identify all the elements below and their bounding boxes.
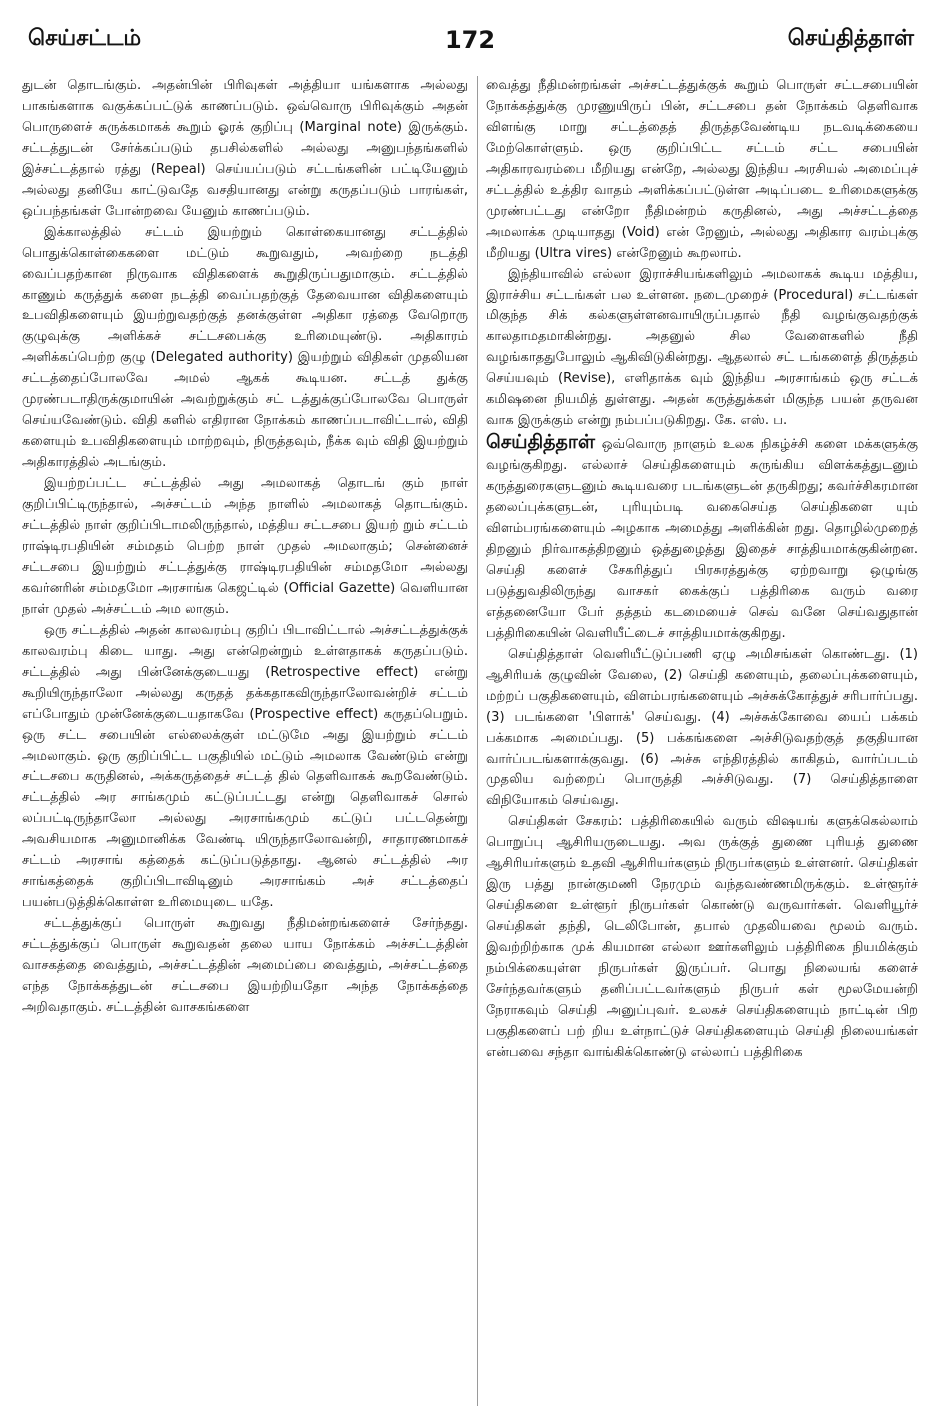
paragraph: ஒரு சட்டத்தில் அதன் காலவரம்பு குறிப் பிடாவிட்டால் அச்சட்டத்துக்குக் காலவரம்பு கிடை யாது. அது என்றென்றும் உள்ளதாகக் கருதப்படும். சட்டத்தில் அது பின்னேக்குடையது (Retrospective effect) என்று கூறியிருந்தாலோ அல்லது கருதத் தக்கதாகவிருந்தாலோவன்றிச் சட்டம் எப்போதும் முன்னேக்குடையதாகவே (Prospective effect) கருதப்பெறும். ஒரு சட்ட சபையின் எல்லைக்குள் மட்டுமே அது இயற்றும் சட்டம் அமலாகும். ஒரு குறிப்பிட்ட பகுதியில் மட்டும் அமலாக வேண்டும் என்று சட்டசபை கருதினல், அக்கருத்தைச் சட்டத் தில் தெளிவாகக் கூறவேண்டும். சட்டத்தில் அர சாங்கமும் கட்டுப்பட்டது என்று தெளிவாகச் சொல் லப்பட்டிருந்தாலோ அல்லது அரசாங்கமும் கட்டுப் பட்டதென்று அவசியமாக அனுமானிக்க வேண்டி யிருந்தாலோவன்றி, சாதாரணமாகச் சட்டம் அரசாங் கத்தைக் கட்டுப்படுத்தாது. ஆனல் சட்டத்தில் அர சாங்கத்தைக் குறிப்பிடாவிடினும் அரசாங்கம் அச் சட்டத்தைப் பயன்படுத்திக்கொள்ள உரிமையுடை யதே. [22, 622, 468, 911]
paragraph-text: ஒவ்வொரு நாளும் உலக நிகழ்ச்சி களை மக்களுக்கு வழங்குகிறது. எல்லாச் செய்திகளையும் சுருங்கிய விளக்கத்துடனும் கருத்துரைகளுடனும் கூடியவரை படங்களுடன் தருகிறது; கவர்ச்சிகரமான தலைப்புக்களுடன், புரியும்படி வகைசெய்த செய்திகளை யும் விளம்பரங்களையும் அழகாக அமைத்து அளிக்கின் றது. தொழில்முறைத் திறனும் நிர்வாகத்திறனும் ஒத்துழைத்து இதைச் சாத்தியமாக்குகின்றன. செய்தி களைச் சேகரித்துப் பிரசுரத்துக்கு ஏற்றவாறு ஒழுங்கு படுத்துவதிலிருந்து வாசகர் கைக்குப் பத்திரிகை வரும் வரை எத்தனையோ பேர் தத்தம் கடமையைச் செவ் வனே செய்வதுதான் பத்திரிகையின் வெளியீட்டைச் சாத்தியமாக்குகிறது. [486, 437, 918, 641]
paragraph: சட்டத்துக்குப் பொருள் கூறுவது நீதிமன்றங்களைச் சேர்ந்தது. சட்டத்துக்குப் பொருள் கூறுவதன் தலை யாய நோக்கம் அச்சட்டத்தின் வாசகத்தை வைத்தும், அச்சட்டத்தின் அமைப்பை வைத்தும், அச்சட்டத்தை எந்த நோக்கத்துடன் சட்டசபை இயற்றியதோ அந்த நோக்கத்தை அறிவதாகும். சட்டத்தின் வாசகங்களை [22, 916, 468, 1015]
paragraph: இக்காலத்தில் சட்டம் இயற்றும் கொள்கையானது சட்டத்தில் பொதுக்கொள்கைகளை மட்டும் கூறுவதும், அவற்றை நடத்தி வைப்பதற்கான நிருவாக விதிகளைக் கூறுதிருப்பதுமாகும். சட்டத்தில் காணும் கருத்துக் களை நடத்தி வைப்பதற்குத் தேவையான விதிகளையும் உபவிதிகளையும் இயற்றுவதற்குத் தனக்குள்ள அதிகா ரத்தை வேறொரு குழுவுக்கு அளிக்கச் சட்டசபைக்கு உரிமையுண்டு. அதிகாரம் அளிக்கப்பெற்ற குழு (Delegated authority) இயற்றும் விதிகள் முதலியன சட்டத்தைப்போலவே அமல் ஆகக் கூடியன. சட்டத் துக்கு முரண்படாதிருக்குமாயின் அவற்றுக்கும் சட் டத்துக்குப்போலவே பொருள் செய்யவேண்டும். விதி களில் எதிரான நோக்கம் காணப்படாவிட்டால், விதி களையும் உபவிதிகளையும் மாற்றவும், நிருத்தவும், நீக்க வும் விதி இயற்றும் அதிகாரத்தில் அடங்கும். [22, 224, 468, 471]
paragraph: இயற்றப்பட்ட சட்டத்தில் அது அமலாகத் தொடங் கும் நாள் குறிப்பிட்டிருந்தால், அச்சட்டம் அந்த நாளில் அமலாகத் தொடங்கும். சட்டத்தில் நாள் குறிப்பிடாமலிருந்தால், மத்திய சட்டசபை இயற் றும் சட்டம் ராஷ்டிரபதியின் சம்மதம் பெற்ற நாள் முதல் அமலாகும்; சென்னைச் சட்டசபை இயற்றும் சட்டத்துக்கு ராஷ்டிரபதியின் சம்மதமோ அல்லது கவர்னரின் சம்மதமோ அரசாங்க கெஜட்டில் (Official Gazette) வெளியான நாள் முதல் அச்சட்டம் அம லாகும். [22, 476, 468, 617]
page-header [22, 26, 918, 66]
paragraph: செய்திகள் சேகரம்: பத்திரிகையில் வரும் விஷயங் களுக்கெல்லாம் பொறுப்பு ஆசிரியருடையது. அவ ருக்குத் துணை புரியத் துணை ஆசிரியர்களும் உதவி ஆசிரியர்களும் நிருபர்களும் உள்ளனர். செய்திகள் இரு பத்து நான்குமணி நேரமும் வந்தவண்ணமிருக்கும். உள்ளூர்ச் செய்திகளை உள்ளூர் நிருபர்கள் கொண்டு வருவார்கள். வெளியூர்ச் செய்திகள் தந்தி, டெலிபோன், தபால் முதலியவை மூலம் வரும். இவற்றிற்காக முக் கியமான எல்லா ஊர்களிலும் பத்திரிகை நியமிக்கும் நம்பிக்கையுள்ள நிருபர்கள் இருப்பர். பொது நிலையங் களைச் சேர்ந்தவர்களும் தனிப்பட்டவர்களும் நிருபர் கள் மூலமேயன்றி நேராகவும் செய்தி அனுப்புவர். உலகச் செய்திகளையும் நாட்டின் பிற பகுதிகளைப் பற் றிய உள்நாட்டுச் செய்திகளையும் செய்தி நிலையங்கள் என்பவை சந்தா வாங்கிக்கொண்டு எல்லாப் பத்திரிகை [486, 814, 918, 1060]
paragraph [486, 265, 918, 433]
entry-headword: செய்தித்தாள் [486, 431, 595, 454]
right-column [486, 76, 918, 1411]
column-divider [477, 76, 478, 1406]
paragraph: துடன் தொடங்கும். அதன்பின் பிரிவுகள் அத்தியா யங்களாக அல்லது பாகங்களாக வகுக்கப்பட்டுக் காணப்படும். ஒவ்வொரு பிரிவுக்கும் அதன் பொருளைச் சுருக்கமாகக் கூறும் ஓரக் குறிப்பு (Marginal note) இருக்கும். சட்டத்துடன் சேர்க்கப்படும் தபசில்களில் அல்லது அனுபந்தங்களில் இச்சட்டத்தால் ரத்து (Repeal) செய்யப்படும் சட்டங்களின் பட்டியேனும் அல்லது தனியே காட்டுவதே வசதியானது என்று கருதப்படும் பாரங்கள், ஒப்பந்தங்கள் போன்றவை யேனும் காணப்படும். [22, 78, 468, 219]
author-initials: கே. எஸ். ப. [714, 413, 788, 429]
running-head-right: செய்தித்தாள் [787, 26, 914, 51]
paragraph: செய்தித்தாள் வெளியீட்டுப்பணி ஏழு அமிசங்கள் கொண்டது. (1) ஆசிரியக் குழுவின் வேலை, (2) செய்தி களையும், தலைப்புக்களையும், மற்றப் பகுதிகளையும், விளம்பரங்களையும் அச்சுக்கோத்துச் சரிபார்ப்பது. (3) படங்களை 'பிளாக்' செய்வது. (4) அச்சுக்கோவை யைப் பக்கம் பக்கமாக அமைப்பது. (5) பக்கங்களை அச்சிடுவதற்குத் தகுதியான வார்ப்படங்களாக்குவது. (6) அச்சு எந்திரத்தில் காகிதம், வார்ப்படம் முதலிய வற்றைப் பொருத்தி அச்சிடுவது. (7) செய்தித்தாளை விநியோகம் செய்வது. [486, 646, 918, 809]
entry-paragraph [486, 432, 918, 645]
page-number: 172 [444, 26, 496, 54]
paragraph-text: இந்தியாவில் எல்லா இராச்சியங்களிலும் அமலாகக் கூடிய மத்திய, இராச்சிய சட்டங்கள் பல உள்ளன. நடைமுறைச் (Procedural) சட்டங்கள் மிகுந்த சிக் கல்களுள்ளனவாயிருப்பதால் நீதி வழங்குவதற்குக் காலதாமதமாகின்றது. அதனுல் சில வேளைகளில் நீதி வழங்காததுபோலும் ஆகிவிடுகின்றது. ஆதலால் சட் டங்களைத் திருத்தம் செய்யவும் (Revise), எளிதாக்க வும் இந்திய அரசாங்கம் ஒரு சட்டக் கமிஷனை நியமித் துள்ளது. அதன் கருத்துக்கள் மிகுந்த பயன் தருவன வாக இருக்கும் என்று நம்பப்படுகிறது. [486, 266, 918, 429]
running-head-left: செய்சட்டம் [28, 26, 142, 51]
left-column [22, 76, 468, 1411]
paragraph: வைத்து நீதிமன்றங்கள் அச்சட்டத்துக்குக் கூறும் பொருள் சட்டசபையின் நோக்கத்துக்கு முரணுயிருப் பின், சட்டசபை தன் நோக்கம் தெளிவாக விளங்கு மாறு சட்டத்தைத் திருத்தவேண்டிய நடவடிக்கையை மேற்கொள்ளும். ஒரு குறிப்பிட்ட சட்டம் சட்ட சபையின் அதிகாரவரம்பை மீறியது என்றே, அல்லது இந்திய அரசியல் அமைப்புச் சட்டத்தில் உத்திர வாதம் அளிக்கப்பட்டுள்ள அடிப்படை உரிமைகளுக்கு முரண்பட்டது என்றோ நீதிமன்றம் கருதினல், அது அச்சட்டத்தை அமலாக்க முடியாதது (Void) என் றேனும், அல்லது அதிகார வரம்புக்கு மீறியது (Ultra vires) என்றேனும் கூறலாம். [486, 78, 918, 261]
